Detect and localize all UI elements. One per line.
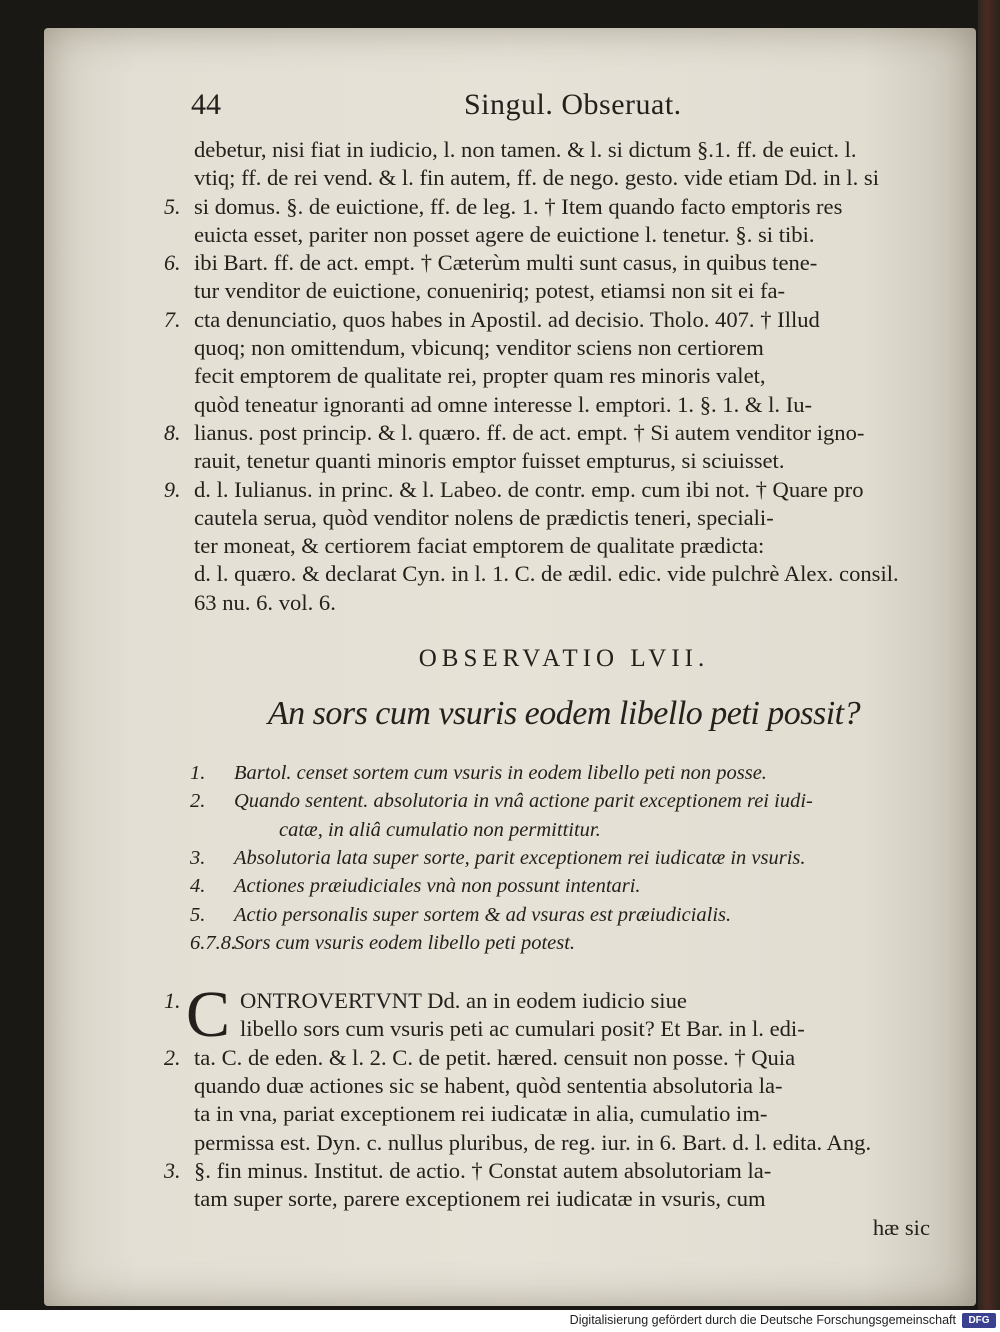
- synopsis-item: [194, 816, 934, 844]
- synopsis-number: 3.: [190, 846, 206, 869]
- body-line: [164, 249, 934, 277]
- body-line: [194, 391, 934, 419]
- synopsis-number: 2.: [190, 790, 206, 813]
- body-line: [164, 987, 934, 1015]
- body-line: [164, 1044, 934, 1072]
- synopsis-text: Actiones præiudiciales vnà non possunt intentari.: [234, 875, 641, 898]
- marginal-number: 3.: [164, 1157, 181, 1183]
- line-text: d. l. quæro. & declarat Cyn. in l. 1. C. de ædil. edic. vide pulchrè Alex. consil.: [194, 561, 899, 587]
- body-line: [194, 532, 934, 560]
- body-line: [194, 221, 934, 249]
- marginal-number: 5.: [164, 193, 181, 219]
- synopsis-item: [190, 787, 934, 815]
- marginal-number: 9.: [164, 476, 181, 502]
- synopsis-text: Quando sentent. absolutoria in vnâ actione parit exceptionem rei iudi-: [234, 790, 813, 813]
- second-body-text: [164, 978, 934, 1213]
- body-line: [164, 193, 934, 221]
- catchword: hæ sic: [872, 1214, 930, 1240]
- line-text: ta. C. de eden. & l. 2. C. de petit. hæred. censuit non posse. † Quia: [194, 1044, 796, 1070]
- marginal-number: 8.: [164, 419, 181, 445]
- synopsis-number: 1.: [190, 762, 206, 785]
- line-text: lianus. post princip. & l. quæro. ff. de act. empt. † Si autem venditor igno-: [194, 419, 865, 445]
- observatio-heading: OBSERVATIO LVII.: [418, 645, 710, 673]
- body-line: [194, 560, 934, 588]
- running-head: [191, 86, 934, 136]
- line-text: euicta esset, pariter non posset agere de euictione l. tenetur. §. si tibi.: [194, 221, 815, 247]
- body-line: [164, 476, 934, 504]
- body-line: [194, 1100, 934, 1128]
- body-text-block: [164, 136, 934, 617]
- dfg-logo: DFG: [962, 1313, 996, 1328]
- body-line: [194, 1015, 934, 1043]
- drop-capital: C: [186, 978, 231, 1052]
- synopsis-number: 5.: [190, 903, 206, 926]
- synopsis-list: [190, 759, 934, 957]
- running-title: Singul. Obseruat.: [464, 88, 682, 121]
- body-line: [194, 1129, 934, 1157]
- synopsis-item: [190, 872, 934, 900]
- book-page: [44, 28, 976, 1306]
- body-line: [164, 1157, 934, 1185]
- synopsis-text: Absolutoria lata super sorte, parit exceptionem rei iudicatæ in vsuris.: [234, 846, 806, 869]
- page-text: [164, 86, 934, 1242]
- line-text: ter moneat, & certiorem faciat emptorem de qualitate prædicta:: [194, 533, 765, 559]
- line-text: rauit, tenetur quanti minoris emptor fuisset empturus, si sciuisset.: [194, 448, 785, 474]
- line-text: libello sors cum vsuris peti ac cumulari posit? Et Bar. in l. edi-: [240, 1016, 805, 1042]
- line-text: quòd teneatur ignoranti ad omne interesse l. emptori. 1. §. 1. & l. Iu-: [194, 391, 813, 417]
- marginal-number: 6.: [164, 250, 181, 276]
- line-text: tam super sorte, parere exceptionem rei iudicatæ in vsuris, cum: [194, 1186, 766, 1212]
- line-text: fecit emptorem de qualitate rei, propter quam res minoris valet,: [194, 363, 766, 389]
- body-line: [164, 419, 934, 447]
- synopsis-item: [190, 759, 934, 787]
- line-text: permissa est. Dyn. c. nullus pluribus, de reg. iur. in 6. Bart. d. l. edita. Ang.: [194, 1129, 872, 1155]
- synopsis-item: [190, 929, 934, 957]
- line-text: si domus. §. de euictione, ff. de leg. 1. † Item quando facto emptoris res: [194, 193, 843, 219]
- synopsis-number: 4.: [190, 875, 206, 898]
- body-line: [194, 277, 934, 305]
- line-text: §. fin minus. Institut. de actio. † Constat autem absolutoriam la-: [194, 1157, 772, 1183]
- line-text: cta denunciatio, quos habes in Apostil. ad decisio. Tholo. 407. † Illud: [194, 306, 820, 332]
- body-line: [194, 447, 934, 475]
- footer-credit: Digitalisierung gefördert durch die Deutsche Forschungsgemeinschaft: [569, 1313, 956, 1327]
- line-text: debetur, nisi fiat in iudicio, l. non tamen. & l. si dictum §.1. ff. de euict. l.: [194, 137, 857, 162]
- body-line: [194, 504, 934, 532]
- body-line: [194, 1185, 934, 1213]
- synopsis-number: 6.7.8.: [190, 931, 237, 954]
- synopsis-text: catæ, in aliâ cumulatio non permittitur.: [279, 818, 601, 841]
- line-text: quando duæ actiones sic se habent, quòd sententia absolutoria la-: [194, 1073, 783, 1099]
- line-text: quoq; non omittendum, vbicunq; venditor sciens non certiorem: [194, 335, 764, 361]
- line-text: 63 nu. 6. vol. 6.: [194, 589, 336, 615]
- synopsis-text: Actio personalis super sortem & ad vsuras est præiudicialis.: [234, 903, 732, 926]
- line-text: cautela serua, quòd venditor nolens de prædictis teneri, speciali-: [194, 504, 774, 530]
- page-number: 44: [191, 88, 221, 121]
- body-line: [194, 136, 934, 164]
- footer-bar: [0, 1310, 1000, 1332]
- synopsis-text: Sors cum vsuris eodem libello peti potest.: [234, 931, 576, 954]
- marginal-number: 1.: [164, 988, 181, 1014]
- line-text: ibi Bart. ff. de act. empt. † Cæterùm multi sunt casus, in quibus tene-: [194, 250, 818, 276]
- body-line: [194, 164, 934, 192]
- body-line: [164, 306, 934, 334]
- synopsis-item: [190, 844, 934, 872]
- synopsis-item: [190, 901, 934, 929]
- line-text: vtiq; ff. de rei vend. & l. fin autem, ff. de nego. gesto. vide etiam Dd. in l. si: [194, 165, 879, 191]
- body-line: [194, 334, 934, 362]
- line-text: tur venditor de euictione, conueniriq; potest, etiamsi non sit ei fa-: [194, 278, 786, 304]
- body-line: [194, 362, 934, 390]
- body-line: [194, 589, 934, 617]
- marginal-number: 2.: [164, 1044, 181, 1070]
- line-text: ta in vna, pariat exceptionem rei iudicatæ in alia, cumulatio im-: [194, 1101, 768, 1127]
- book-spine: [978, 0, 1000, 1310]
- marginal-number: 7.: [164, 306, 181, 332]
- observatio-question: An sors cum vsuris eodem libello peti possit?: [267, 695, 861, 733]
- line-text: d. l. Iulianus. in princ. & l. Labeo. de contr. emp. cum ibi not. † Quare pro: [194, 476, 864, 502]
- body-line: [194, 1072, 934, 1100]
- synopsis-text: Bartol. censet sortem cum vsuris in eodem libello peti non posse.: [234, 762, 767, 785]
- line-text: ONTROVERTVNT Dd. an in eodem iudicio siue: [240, 988, 687, 1014]
